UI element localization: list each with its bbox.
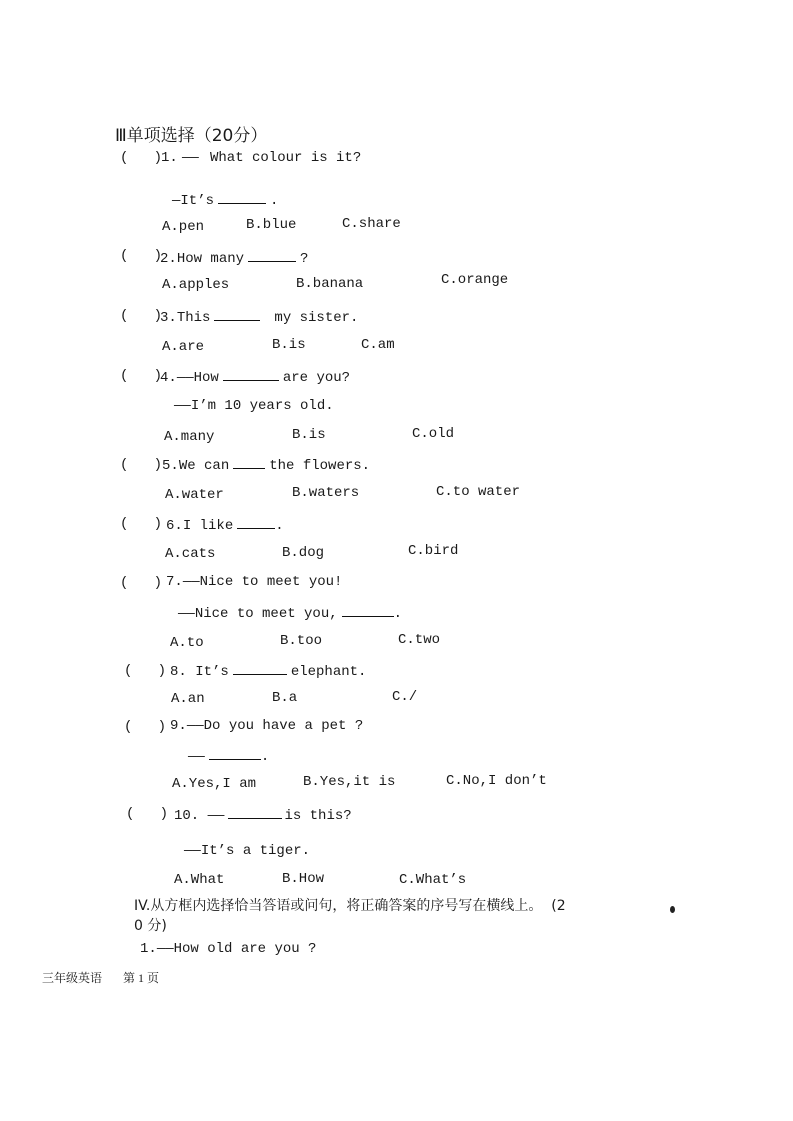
q5-line: [162, 456, 370, 473]
q8-line: [170, 662, 366, 679]
q10-dash: ——: [207, 808, 225, 824]
q6-option-b: B.dog: [282, 545, 325, 561]
section-4-q1-dash: ——: [156, 941, 174, 957]
q3-option-a: A.are: [162, 339, 205, 355]
q9-option-a: A.Yes,I am: [172, 776, 257, 792]
q9-option-b: B.Yes,it is: [303, 774, 396, 790]
q3-option-c: C.am: [361, 337, 395, 353]
section-4-q1-number: 1.: [140, 941, 157, 957]
q8-pre: It’s: [195, 664, 229, 680]
q1-answer-blank[interactable]: [218, 191, 266, 204]
q3-blank[interactable]: [214, 308, 260, 321]
q2-option-a: A.apples: [162, 277, 230, 293]
q8-option-a: A.an: [171, 691, 205, 707]
q5-option-c: C.to water: [436, 484, 521, 500]
q7-dash: ——: [182, 574, 200, 590]
section-4-q1-text: How old are you ?: [173, 941, 317, 957]
q3-paren: ( ): [120, 308, 163, 324]
q1-option-a: A.pen: [162, 219, 205, 235]
q10-line: [174, 806, 352, 823]
q10-number: 10.: [174, 808, 200, 824]
q3-pre: This: [176, 310, 211, 326]
q9-number: 9.: [170, 718, 187, 734]
q10-post: is this?: [284, 808, 352, 824]
q10-blank[interactable]: [228, 806, 282, 819]
q7-number: 7.: [166, 574, 183, 590]
q2-pre: How many: [176, 251, 245, 267]
q10-option-c: C.What’s: [399, 872, 467, 888]
q6-blank[interactable]: [237, 516, 275, 529]
q4-answer-dash: ——: [174, 398, 191, 414]
q2-option-b: B.banana: [296, 276, 364, 292]
q9-answer-post: .: [260, 749, 270, 765]
q2-option-c: C.orange: [441, 272, 509, 288]
q9-line: [170, 719, 363, 733]
section-3-title: Ⅲ单项选择（20分）: [115, 126, 268, 146]
q2-blank[interactable]: [248, 249, 296, 262]
q6-paren: ( ): [120, 516, 163, 532]
q5-paren: ( ): [120, 457, 163, 473]
q10-option-a: A.What: [174, 872, 225, 888]
q1-option-c: C.share: [342, 216, 401, 232]
q5-blank[interactable]: [233, 456, 265, 469]
scan-mark: [670, 906, 675, 913]
q4-number: 4.: [160, 370, 177, 386]
q9-text: Do you have a pet ?: [203, 718, 364, 734]
q5-option-b: B.waters: [292, 485, 360, 501]
q5-number: 5.: [162, 458, 179, 474]
q7-answer: [178, 604, 402, 621]
q9-paren: ( ): [124, 719, 167, 735]
q2-number: 2.: [160, 251, 177, 267]
q8-option-b: B.a: [272, 690, 298, 706]
q1-text: What colour is it?: [210, 150, 362, 166]
q9-answer: [188, 747, 269, 764]
q6-post: .: [275, 518, 284, 534]
q6-option-c: C.bird: [408, 543, 459, 559]
section-4-q1: [140, 942, 316, 956]
q10-option-b: B.How: [282, 871, 325, 887]
q10-paren: ( ): [126, 806, 169, 822]
q8-blank[interactable]: [233, 662, 287, 675]
q7-text: Nice to meet you!: [199, 574, 343, 590]
q4-pre: How: [193, 370, 219, 386]
q7-answer-blank[interactable]: [342, 604, 394, 617]
q7-option-b: B.too: [280, 633, 323, 649]
q4-dash: ——: [176, 370, 194, 386]
q4-option-c: C.old: [412, 426, 455, 442]
q3-post: my sister.: [274, 310, 359, 326]
q4-blank[interactable]: [223, 368, 279, 381]
q1-number: 1.: [161, 150, 178, 166]
q1-answer-dash: —: [172, 193, 181, 209]
q6-option-a: A.cats: [165, 546, 216, 562]
q7-option-a: A.to: [170, 635, 204, 651]
q10-answer: [184, 844, 310, 858]
q8-number: 8.: [170, 664, 187, 680]
q4-line: [160, 368, 350, 385]
q8-post: elephant.: [290, 664, 367, 680]
q7-answer-dash: ——: [178, 606, 195, 622]
q8-paren: ( ): [124, 663, 167, 679]
q4-answer-text: I’m 10 years old.: [190, 398, 334, 414]
q2-post: ?: [300, 251, 309, 267]
q7-answer-post: .: [393, 606, 403, 622]
section-4-title-line2: 0 分): [134, 918, 167, 934]
q7-option-c: C.two: [398, 632, 441, 648]
q4-answer: [174, 399, 334, 413]
q8-option-c: C./: [392, 689, 418, 705]
q1-option-b: B.blue: [246, 217, 297, 233]
q1-paren: ( ): [120, 150, 163, 166]
q3-line: [160, 308, 358, 325]
q1-answer: [172, 191, 278, 208]
footer-page-number: 第 1 页: [123, 971, 160, 985]
q5-option-a: A.water: [165, 487, 224, 503]
q4-post: are you?: [282, 370, 351, 386]
q4-option-b: B.is: [292, 427, 326, 443]
q3-option-b: B.is: [272, 337, 306, 353]
q4-paren: ( ): [120, 368, 163, 384]
q9-dash: ——: [186, 718, 204, 734]
q7-line: [166, 575, 342, 589]
q1-dash: ——: [182, 150, 199, 166]
q10-answer-text: It’s a tiger.: [200, 843, 311, 859]
q7-paren: ( ): [120, 575, 163, 591]
q1-answer-post: .: [270, 193, 279, 209]
q2-paren: ( ): [120, 248, 163, 264]
footer-subject: 三年级英语: [42, 971, 103, 985]
q5-pre: We can: [178, 458, 230, 474]
q7-answer-pre: Nice to meet you,: [194, 606, 338, 622]
q3-number: 3.: [160, 310, 177, 326]
section-4-title-line1: IV.从方框内选择恰当答语或问句，将正确答案的序号写在横线上。 (2: [134, 898, 566, 914]
q6-line: [166, 516, 284, 533]
q4-option-a: A.many: [164, 429, 215, 445]
q1-answer-pre: It’s: [180, 193, 215, 209]
q6-pre: I like: [182, 518, 234, 534]
q6-number: 6.: [166, 518, 183, 534]
q5-post: the flowers.: [269, 458, 371, 474]
q9-option-c: C.No,I don’t: [446, 773, 547, 789]
q9-answer-blank[interactable]: [209, 747, 261, 760]
q9-answer-dash: ——: [188, 749, 205, 765]
q2-line: [160, 249, 308, 266]
q10-answer-dash: ——: [184, 843, 201, 859]
